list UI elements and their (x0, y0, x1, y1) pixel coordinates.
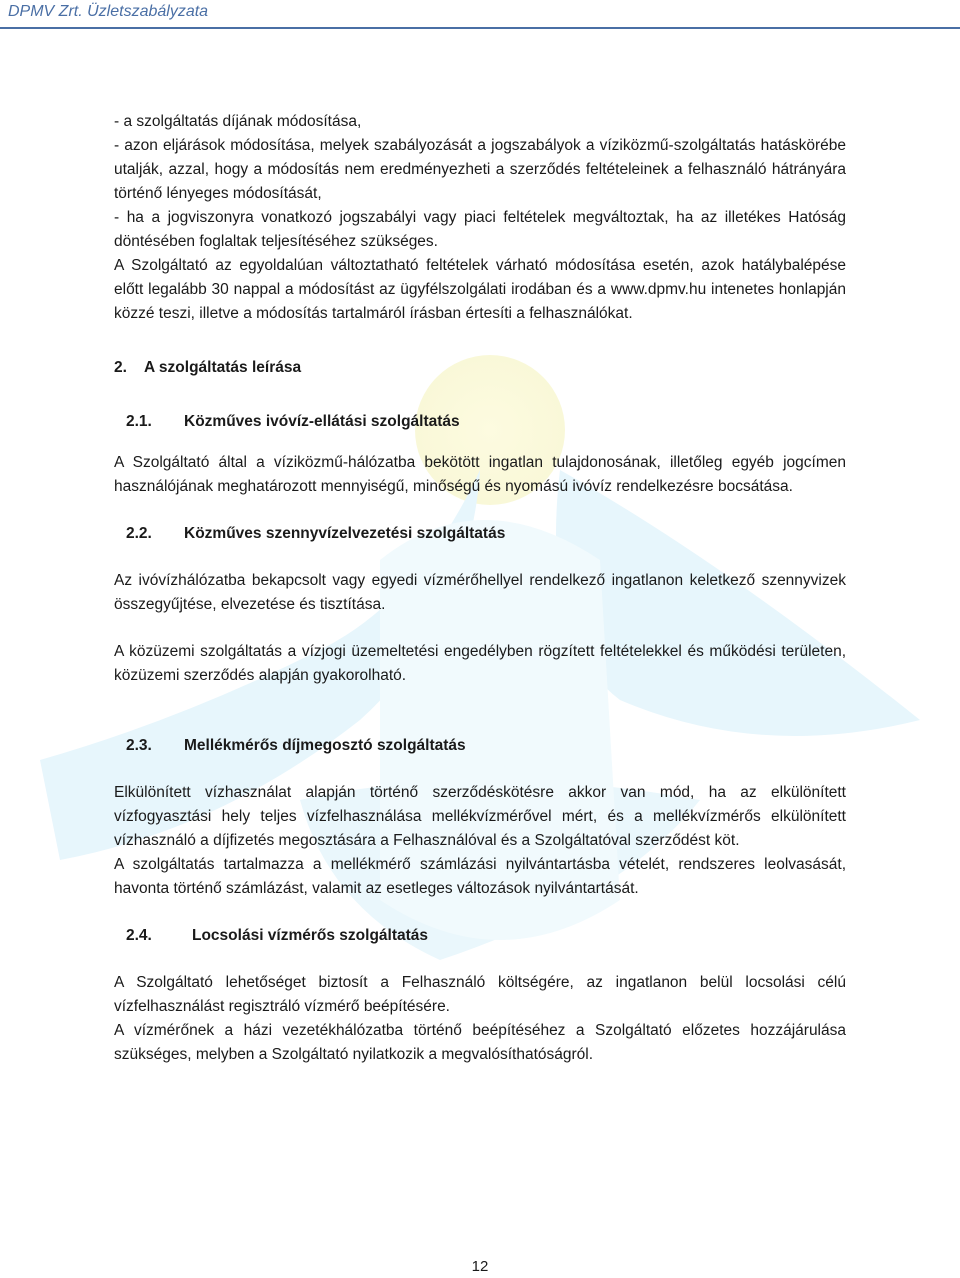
section-heading-2-1 (114, 410, 846, 434)
section-number: 2.4. (126, 927, 152, 944)
paragraph: A közüzemi szolgáltatás a vízjogi üzemeltetési engedélyben rögzített feltételekkel és működési területen, közüzemi szerződés alapján gyakorolható. (114, 643, 846, 684)
paragraph: A vízmérőnek a házi vezetékhálózatba történő beépítéséhez a Szolgáltató előzetes hozzájárulása szükséges, melyben a Szolgáltató nyilatkozik a megvalósíthatóságról. (114, 1022, 846, 1063)
paragraph-notice: A Szolgáltató az egyoldalúan változtatható feltételek várható módosítása esetén, azok hatálybalépése előtt legalább 30 nappal a módosítást az ügyfélszolgálati irodában és a www.dpmv.hu intenetes honlapján közzé teszi, illetve a módosítás tartalmáról írásban értesíti a felhasználókat. (114, 257, 846, 322)
paragraph: A Szolgáltató lehetőséget biztosít a Felhasználó költségére, az ingatlanon belül locsolási célú vízfelhasználást regisztráló vízmérő beépítésére. (114, 974, 846, 1015)
section-heading-2-3 (114, 734, 846, 758)
list-item-legal-change: - ha a jogviszonyra vonatkozó jogszabályi vagy piaci feltételek megváltoztak, ha az illetékes Hatóság döntésében foglaltak teljesítéséhez szükséges. (114, 209, 846, 250)
page-number: 12 (471, 1258, 489, 1275)
paragraph: Elkülönített vízhasználat alapján történő szerződéskötésre akkor van mód, ha az elkülönített vízfogyasztási hely teljes vízfelhasználása mellékvízmérővel mért, és a mellékvízmérős elkülönített vízhasználó a díjfizetés megosztására a Felhasználóval és a Szolgáltatóval szerződést köt. (114, 784, 846, 849)
document-body (114, 110, 846, 1067)
section-heading-2-2 (114, 522, 846, 546)
paragraph: A Szolgáltató által a víziközmű-hálózatba bekötött ingatlan tulajdonosának, illetőleg egyéb jogcímen használójának meghatározott mennyiségű, minőségű és nyomású ivóvíz rendelkezésre bocsátása. (114, 454, 846, 495)
section-number: 2. (114, 359, 127, 376)
page-header: DPMV Zrt. Üzletszabályzata (8, 3, 209, 20)
section-number: 2.2. (126, 525, 152, 542)
section-title: A szolgáltatás leírása (144, 359, 302, 376)
list-item-fee-change: - a szolgáltatás díjának módosítása, (114, 113, 362, 130)
section-title: Locsolási vízmérős szolgáltatás (192, 927, 429, 944)
header-divider (0, 27, 960, 29)
section-number: 2.3. (126, 737, 152, 754)
list-item-procedure-change: - azon eljárások módosítása, melyek szabályozását a jogszabályok a víziközmű-szolgáltatás hatáskörébe utalják, azzal, hogy a módosítás nem eredményezheti a szerződés feltételeinek a felhasználó hátrányára történő lényeges módosítását, (114, 137, 846, 202)
section-heading-2 (114, 356, 846, 380)
section-title: Közműves ivóvíz-ellátási szolgáltatás (184, 413, 460, 430)
paragraph: A szolgáltatás tartalmazza a mellékmérő számlázási nyilvántartásba vételét, rendszeres leolvasását, havonta történő számlázást, valamit az esetleges változások nyilvántartását. (114, 856, 846, 897)
section-number: 2.1. (126, 413, 152, 430)
paragraph: Az ivóvízhálózatba bekapcsolt vagy egyedi vízmérőhellyel rendelkező ingatlanon keletkező szennyvizek összegyűjtése, elvezetése és tisztítása. (114, 572, 846, 613)
section-title: Mellékmérős díjmegosztó szolgáltatás (184, 737, 466, 754)
section-heading-2-4 (114, 924, 846, 948)
section-title: Közműves szennyvízelvezetési szolgáltatás (184, 525, 506, 542)
